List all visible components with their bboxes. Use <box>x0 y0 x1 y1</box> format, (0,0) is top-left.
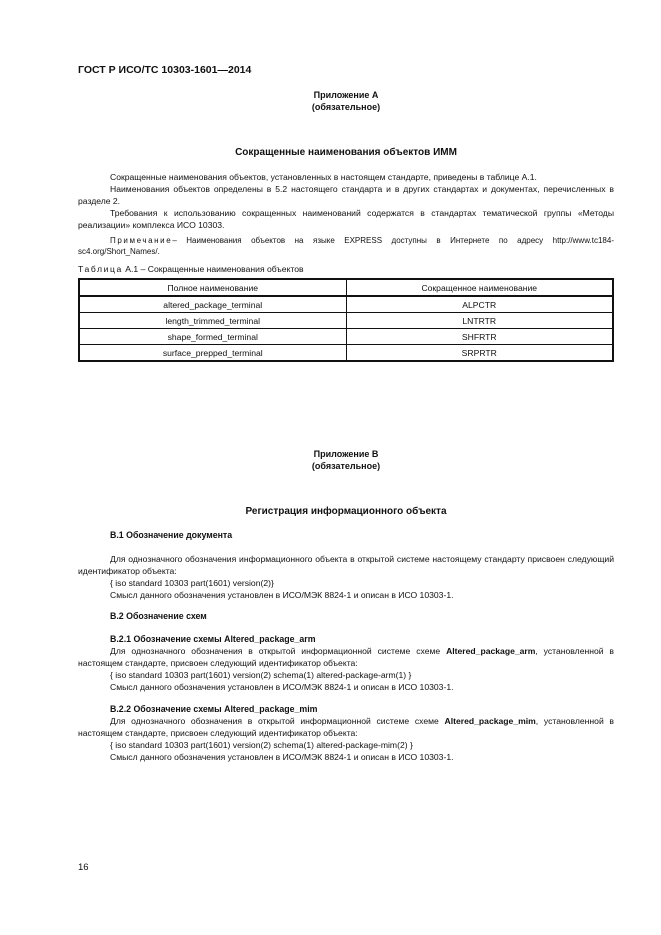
b22-schema-name: Altered_package_mim <box>444 716 536 726</box>
table-header-full-name: Полное наименование <box>79 279 346 296</box>
standard-header: ГОСТ Р ИСО/ТС 10303-1601—2014 <box>78 64 252 76</box>
table-cell-full-name: altered_package_terminal <box>79 296 346 313</box>
table-label: Таблица <box>78 264 123 274</box>
table-cell-short-name: ALPCTR <box>346 296 613 313</box>
b22-para-post: , установленной в настоящем стандарте, присвоен следующий идентификатор объекта: <box>78 716 615 738</box>
annex-b-heading <box>78 448 614 472</box>
annex-a-status: (обязательное) <box>311 102 381 112</box>
b22-body <box>78 715 614 763</box>
annex-a-note <box>78 235 614 257</box>
annex-a-title: Сокращенные наименования объектов ИММ <box>235 147 457 158</box>
b22-meaning: Смысл данного обозначения установлен в ИСО/МЭК 8824-1 и описан в ИСО 10303-1. <box>110 752 454 762</box>
b22-identifier: { iso standard 10303 part(1601) version(2) schema(1) altered-package-mim(2) } <box>110 740 413 750</box>
b21-schema-name: Altered_package_arm <box>446 646 536 656</box>
b1-meaning: Смысл данного обозначения установлен в ИСО/МЭК 8824-1 и описан в ИСО 10303-1. <box>110 590 454 600</box>
annex-a-label: Приложение А <box>313 90 379 100</box>
annex-b-title: Регистрация информационного объекта <box>245 506 447 517</box>
b22-para-pre: Для однозначного обозначения в открытой информационной системе схеме <box>110 716 445 726</box>
b2-heading: В.2 Обозначение схем <box>110 611 207 621</box>
table-row <box>79 345 613 362</box>
b21-heading: В.2.1 Обозначение схемы Altered_package_arm <box>110 634 316 644</box>
annex-a-para-2: Наименования объектов определены в 5.2 настоящего стандарта и в других стандартах и документах, перечисленных в разделе 2. <box>78 184 614 206</box>
table-cell-full-name: length_trimmed_terminal <box>79 313 346 329</box>
table-cell-short-name: SHFRTR <box>346 329 613 345</box>
b1-body <box>78 553 614 601</box>
annex-b-status: (обязательное) <box>311 461 381 471</box>
table-cell-short-name: LNTRTR <box>346 313 613 329</box>
table-header-row <box>79 279 613 296</box>
note-label: Примечание <box>110 236 173 245</box>
table-header-short-name: Сокращенное наименование <box>346 279 613 296</box>
annex-a-body <box>78 171 614 231</box>
b21-identifier: { iso standard 10303 part(1601) version(2) schema(1) altered-package-arm(1) } <box>110 670 412 680</box>
short-names-table <box>78 278 614 362</box>
b1-heading: В.1 Обозначение документа <box>110 530 233 540</box>
annex-a-para-1: Сокращенные наименования объектов, установленных в настоящем стандарте, приведены в таблице А.1. <box>110 172 537 182</box>
b22-heading: В.2.2 Обозначение схемы Altered_package_mim <box>110 704 318 714</box>
table-row <box>79 329 613 345</box>
b22-paragraph <box>78 715 614 739</box>
table-cell-full-name: surface_prepped_terminal <box>79 345 346 362</box>
table-caption <box>78 264 304 274</box>
note-text: – Наименования объектов на языке EXPRESS доступны в Интернете по адресу http://www.tc184-sc4.org/Short_Names/. <box>78 236 614 256</box>
annex-b-label: Приложение В <box>313 449 379 459</box>
table-cell-short-name: SRPRTR <box>346 345 613 362</box>
table-cell-full-name: shape_formed_terminal <box>79 329 346 345</box>
annex-a-para-3: Требования к использованию сокращенных наименований содержатся в стандартах тематической группы «Методы реализации» комплекса ИСО 10303. <box>78 208 614 230</box>
b21-para-post: , установленной в настоящем стандарте, присвоен следующий идентификатор объекта: <box>78 646 614 668</box>
page-number: 16 <box>78 862 89 873</box>
table-row <box>79 296 613 313</box>
b1-paragraph: Для однозначного обозначения информационного объекта в открытой системе настоящему стандарту присвоен следующий идентификатор объекта: <box>78 554 614 576</box>
b21-para-pre: Для однозначного обозначения в открытой информационной системе схеме <box>110 646 447 656</box>
b21-meaning: Смысл данного обозначения установлен в ИСО/МЭК 8824-1 и описан в ИСО 10303-1. <box>110 682 454 692</box>
b21-paragraph <box>78 645 614 669</box>
annex-a-heading <box>78 89 614 113</box>
b1-identifier: { iso standard 10303 part(1601) version(2)} <box>110 578 274 588</box>
b21-body <box>78 645 614 693</box>
table-caption-text: А.1 – Сокращенные наименования объектов <box>125 264 304 274</box>
table-row <box>79 313 613 329</box>
